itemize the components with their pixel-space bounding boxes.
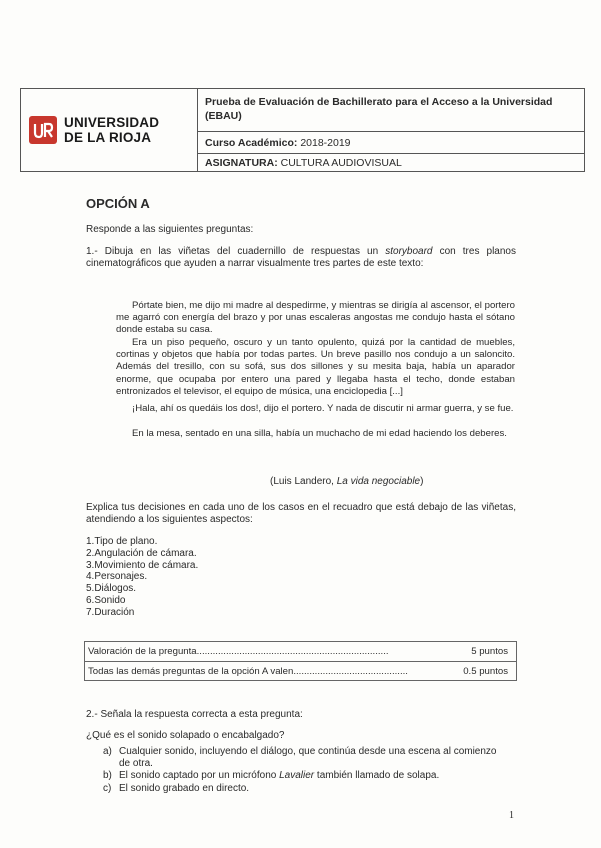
option-text: Cualquier sonido, incluyendo el diálogo, que continúa desde una escena al comienzo de otra. bbox=[119, 746, 497, 770]
university-logo-block bbox=[21, 89, 198, 171]
question-1 bbox=[86, 246, 516, 270]
exam-title: Prueba de Evaluación de Bachillerato para el Acceso a la Universidad (EBAU) bbox=[198, 89, 584, 132]
question-1-prefix: 1.- Dibuja en las viñetas del cuadernillo de respuestas un bbox=[86, 246, 386, 257]
option-c bbox=[103, 783, 499, 795]
option-a bbox=[103, 746, 499, 770]
subject-value: CULTURA AUDIOVISUAL bbox=[280, 157, 402, 169]
aspect-item: 7.Duración bbox=[86, 606, 135, 618]
option-letter: b) bbox=[103, 770, 112, 782]
subject-label: ASIGNATURA: bbox=[205, 157, 278, 169]
university-name bbox=[64, 115, 159, 145]
exam-info bbox=[198, 89, 584, 171]
university-name-line2: DE LA RIOJA bbox=[64, 130, 152, 145]
quote-paragraph-1: Pórtate bien, me dijo mi madre al despedirme, y mientras se dirigía al ascensor, el portero me agarró con energía del brazo y por unas escaleras angostas me condujo hasta el sótano donde estaba su casa. bbox=[116, 300, 515, 336]
option-text: El sonido grabado en directo. bbox=[119, 782, 250, 794]
score-label: Todas las demás preguntas de la opción A valen........................................... bbox=[88, 666, 408, 677]
course-label: Curso Académico: bbox=[205, 137, 298, 149]
aspect-item: 5.Diálogos. bbox=[86, 583, 137, 595]
university-logo-icon bbox=[29, 116, 57, 144]
citation-title: La vida negociable bbox=[336, 476, 421, 487]
option-b bbox=[103, 770, 499, 782]
aspect-item: 3.Movimiento de cámara. bbox=[86, 559, 199, 571]
score-value: 0.5 puntos bbox=[463, 666, 508, 677]
page-number: 1 bbox=[509, 810, 514, 821]
course-value: 2018-2019 bbox=[300, 137, 351, 149]
option-letter: c) bbox=[103, 782, 112, 794]
instruction: Responde a las siguientes preguntas: bbox=[86, 224, 254, 235]
option-title: OPCIÓN A bbox=[86, 196, 150, 211]
score-label: Valoración de la pregunta........................................................................ bbox=[88, 646, 389, 657]
aspect-item: 4.Personajes. bbox=[86, 571, 148, 583]
option-letter: a) bbox=[103, 746, 112, 757]
aspects-list bbox=[86, 536, 198, 619]
option-b-pre: El sonido captado por un micrófono bbox=[119, 770, 280, 782]
quote-paragraph-4: En la mesa, sentado en una silla, había un muchacho de mi edad haciendo los deberes. bbox=[132, 428, 507, 439]
score-value: 5 puntos bbox=[471, 646, 508, 657]
question-2-options bbox=[103, 746, 499, 795]
subject-row bbox=[198, 154, 584, 171]
option-b-post: también llamado de solapa. bbox=[314, 770, 440, 782]
score-table bbox=[84, 641, 517, 681]
question-2: 2.- Señala la respuesta correcta a esta pregunta: bbox=[86, 709, 303, 720]
score-row bbox=[85, 642, 516, 662]
aspect-item: 6.Sonido bbox=[86, 594, 126, 606]
question-2-prompt: ¿Qué es el sonido solapado o encabalgado? bbox=[86, 730, 285, 741]
aspect-item: 2.Angulación de cámara. bbox=[86, 547, 197, 559]
citation bbox=[270, 476, 423, 488]
citation-close: ) bbox=[420, 476, 424, 487]
citation-author: (Luis Landero, bbox=[270, 476, 337, 487]
aspect-item: 1.Tipo de plano. bbox=[86, 536, 158, 547]
quote-paragraph-3: ¡Hala, ahí os quedáis los dos!, dijo el portero. Y nada de discutir ni armar guerra, y se fue. bbox=[132, 403, 514, 414]
score-row bbox=[85, 662, 516, 681]
exam-header bbox=[20, 88, 585, 172]
quote-paragraph-2: Era un piso pequeño, oscuro y un tanto opulento, quizá por la cantidad de muebles, cortinas y objetos que había por todas partes. Un breve pasillo nos condujo a un saloncito. Además del tresillo, con su sofá, sus dos sillones y su mesita baja, había un aparador enorme, que ocupaba por entero una pared y llegaba hasta el techo, donde estaban entronizados el televisor, el equipo de música, una enciclopedia [...] bbox=[116, 337, 515, 397]
explain-instruction: Explica tus decisiones en cada uno de los casos en el recuadro que está debajo de las viñetas, atendiendo a los siguientes aspectos: bbox=[86, 502, 516, 526]
option-b-italic: Lavalier bbox=[279, 770, 315, 782]
question-1-suffix: con tres planos cinematográficos que ayuden a narrar visualmente tres partes de este texto: bbox=[86, 246, 516, 270]
question-1-italic: storyboard bbox=[385, 246, 433, 257]
university-name-line1: UNIVERSIDAD bbox=[64, 115, 160, 130]
course-row bbox=[198, 132, 584, 154]
option-text bbox=[119, 770, 499, 782]
